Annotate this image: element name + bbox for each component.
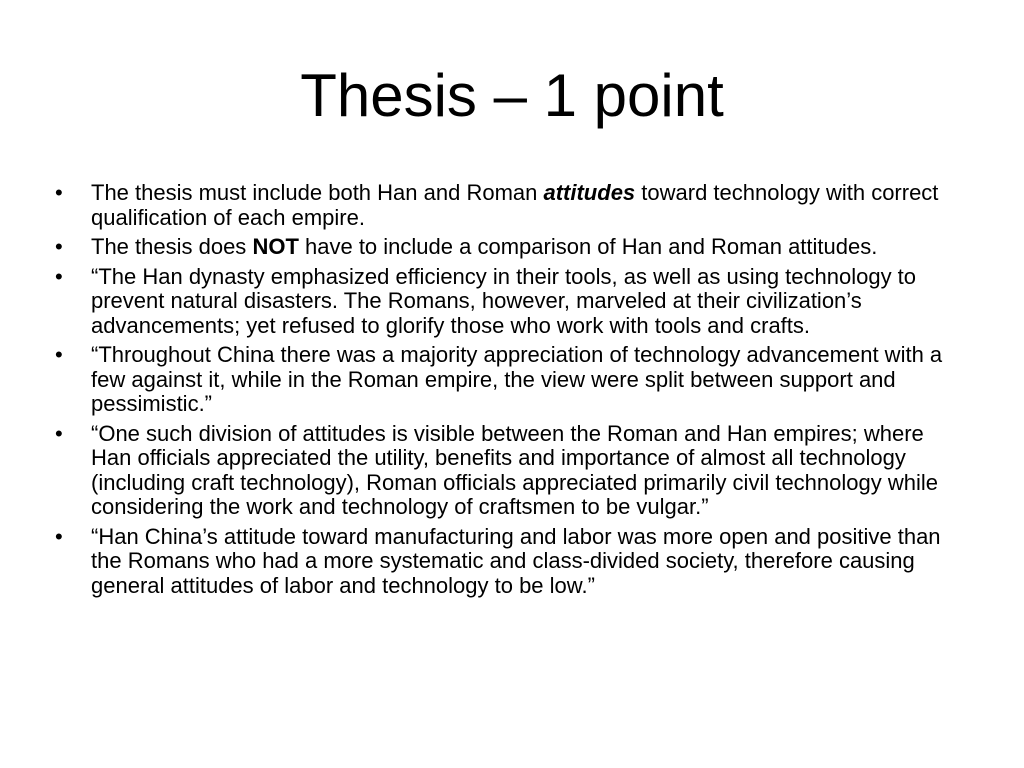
bullet-item <box>50 422 960 520</box>
bullet-emphasis-attitudes: attitudes <box>543 180 636 205</box>
bullet-text-after: have to include a comparison of Han and Roman attitudes. <box>298 234 878 259</box>
bullet-text-after: toward technology with correct qualification of each empire. <box>91 180 939 230</box>
bullet-item <box>50 181 960 230</box>
bullet-text: “One such division of attitudes is visible between the Roman and Han empires; where Han officials appreciated the utility, benefits and importance of almost all technology (including craft technology), Roman officials appreciated primarily civil technology while considering the work and technology of craftsmen to be vulgar.” <box>91 420 938 519</box>
bullet-item <box>50 525 960 599</box>
bullet-marker: • <box>55 234 63 259</box>
bullet-item <box>50 235 960 260</box>
slide-title: Thesis – 1 point <box>300 62 724 129</box>
bullet-text: “Throughout China there was a majority appreciation of technology advancement with a few against it, while in the Roman empire, the view were split between support and pessimistic.” <box>91 342 943 416</box>
bullet-item <box>50 343 960 417</box>
bullet-marker: • <box>55 420 63 446</box>
bullet-text: “Han China’s attitude toward manufacturing and labor was more open and positive than the Romans who had a more systematic and class-divided society, therefore causing general attitudes of labor and technology to be low.” <box>91 523 941 598</box>
bullet-emphasis-not: NOT <box>252 234 299 259</box>
bullet-marker: • <box>55 342 63 367</box>
bullet-marker: • <box>55 180 63 205</box>
bullet-item <box>50 265 960 339</box>
bullet-list <box>50 181 960 603</box>
bullet-marker: • <box>55 523 63 549</box>
bullet-text: “The Han dynasty emphasized efficiency in their tools, as well as using technology to prevent natural disasters. The Romans, however, marveled at their civilization’s advancements; yet refused to glorify those who work with tools and crafts. <box>91 263 917 338</box>
bullet-text-before: The thesis does <box>91 234 253 259</box>
bullet-text-before: The thesis must include both Han and Roman <box>91 180 544 205</box>
bullet-marker: • <box>55 263 63 289</box>
